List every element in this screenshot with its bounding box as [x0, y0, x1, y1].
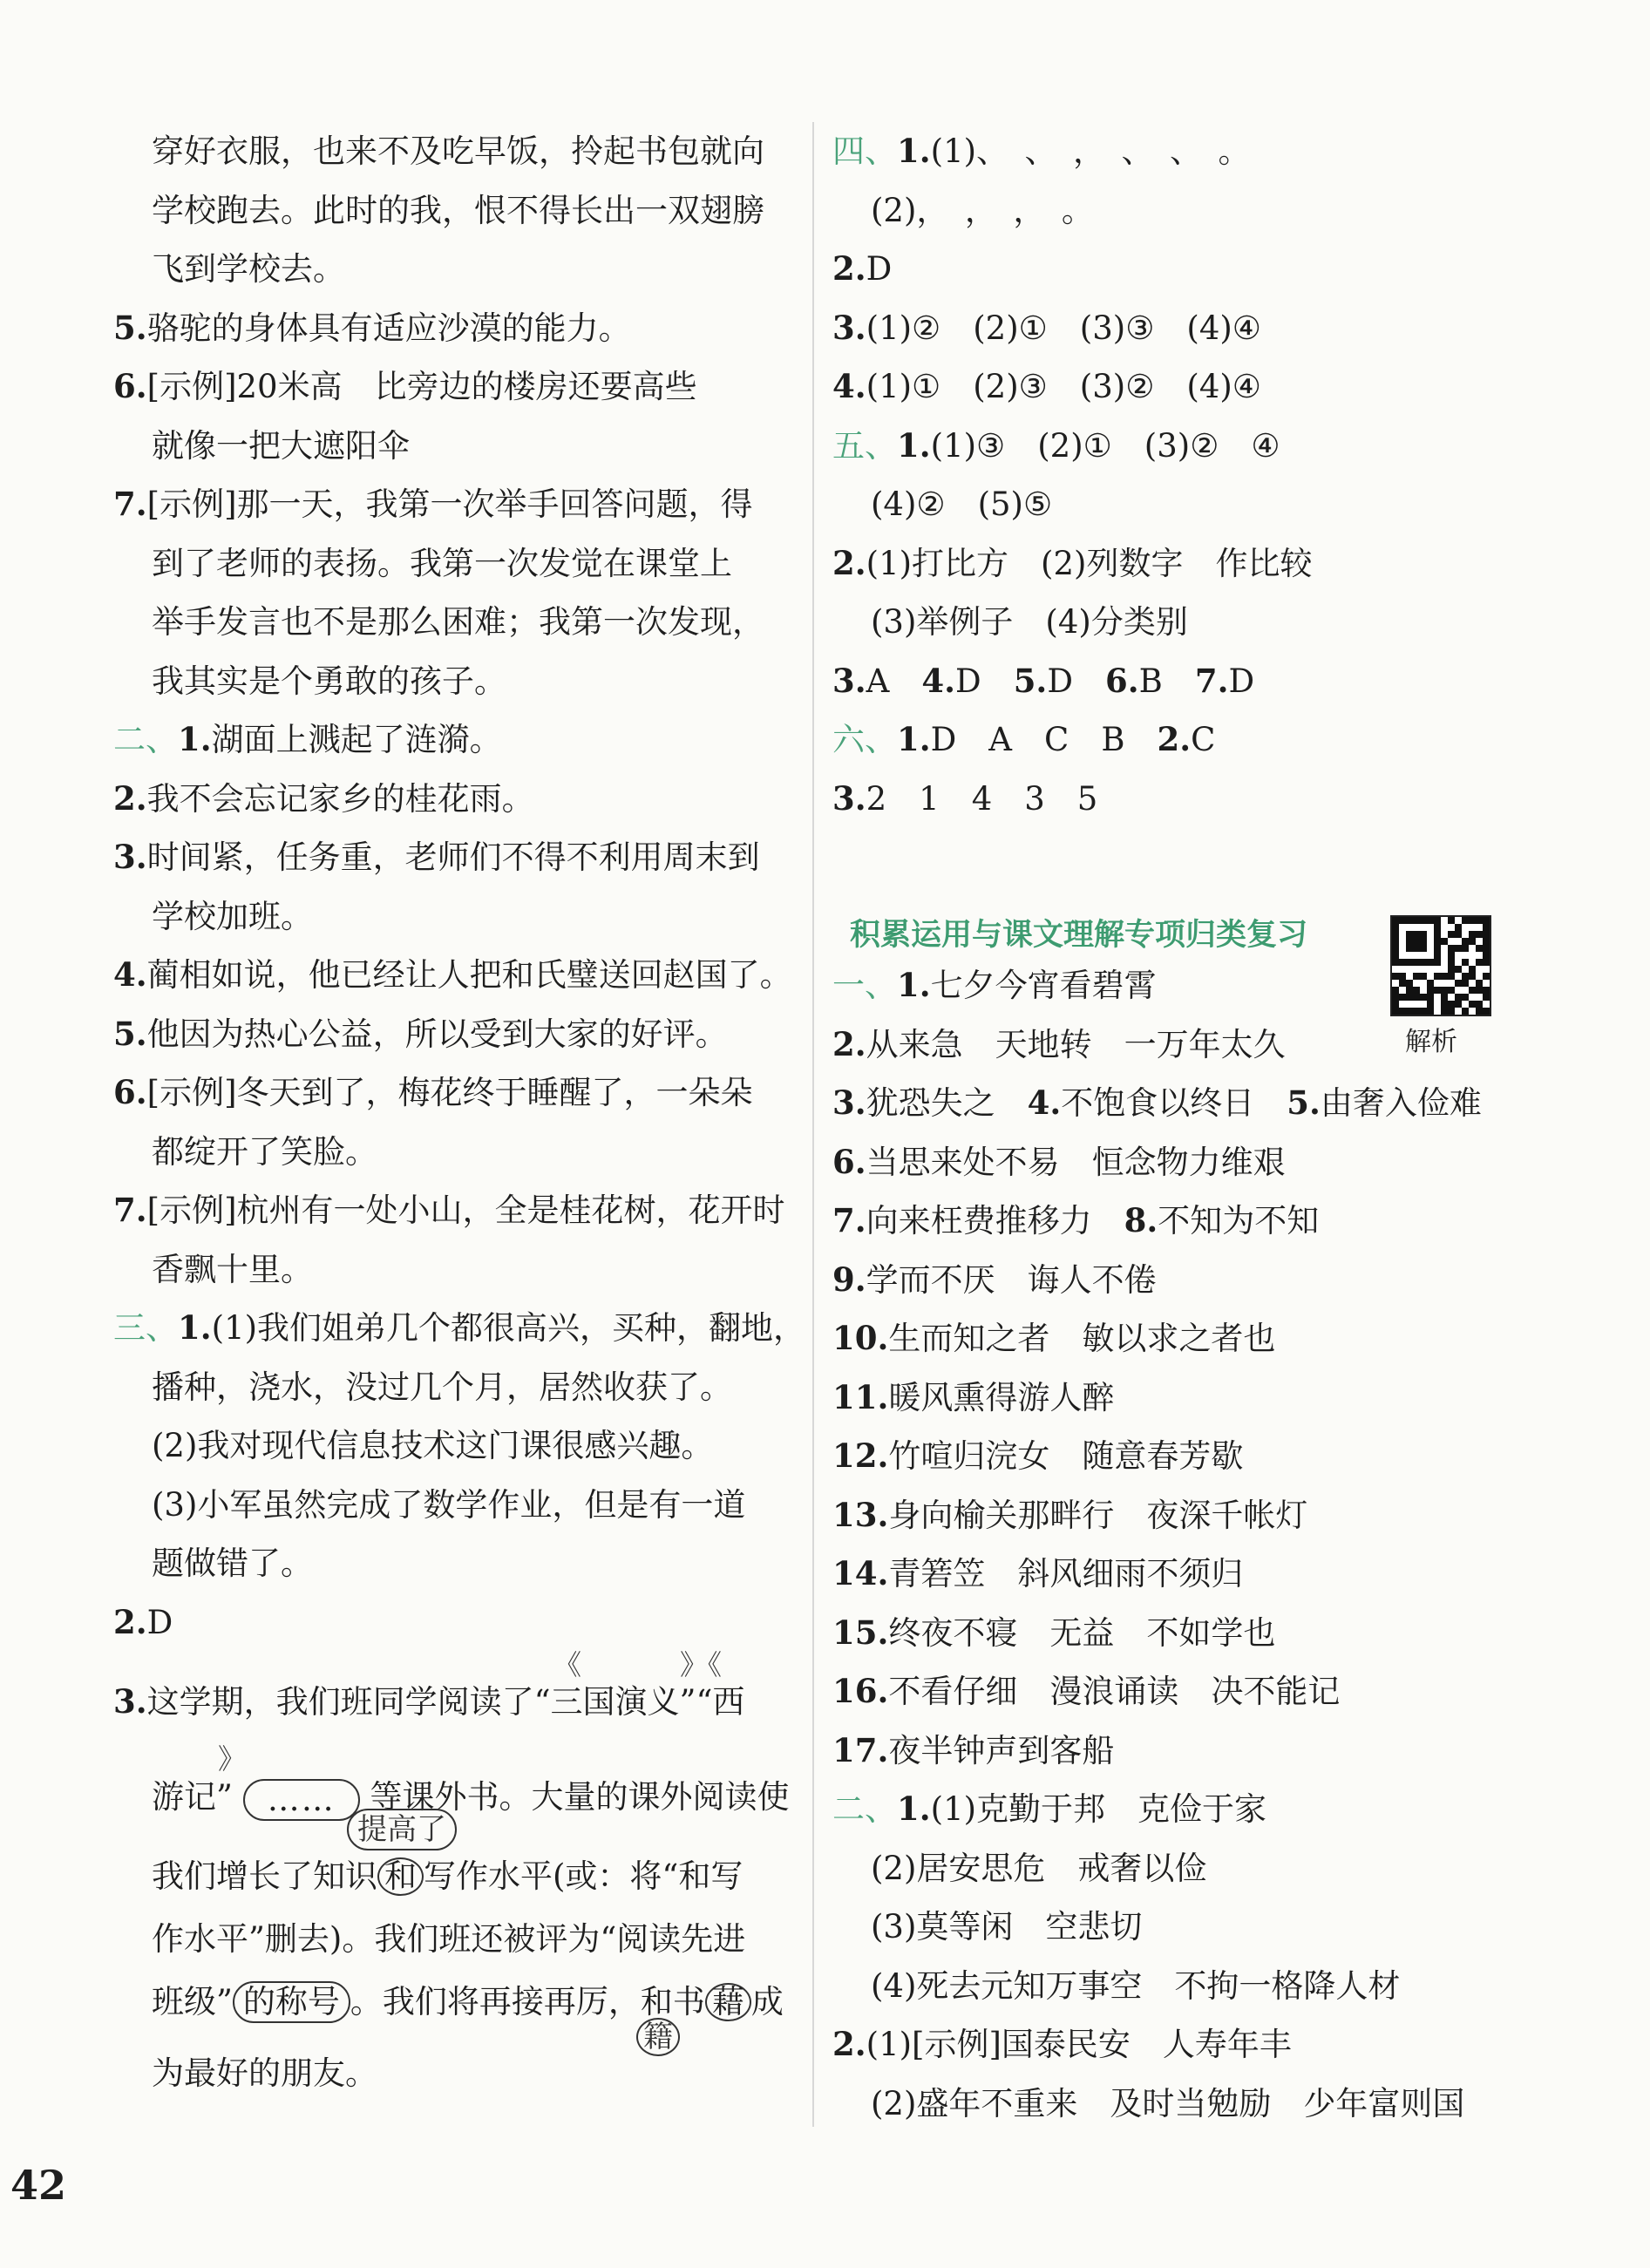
answer-line — [832, 475, 1512, 534]
item-number: 2. — [832, 249, 866, 288]
answer-text: (1)③ (2)① (3)② ④ — [930, 426, 1280, 465]
answer-text: A — [866, 662, 922, 700]
answer-line — [832, 122, 1512, 181]
answer-text: 2 1 4 3 5 — [866, 779, 1098, 818]
item-number: 2. — [113, 778, 147, 818]
answer-line — [113, 1123, 793, 1182]
answer-line — [832, 1898, 1512, 1957]
section-marker: 六、 — [832, 721, 897, 758]
answer-text: 学校加班。 — [152, 897, 313, 935]
answer-line — [113, 1534, 793, 1593]
item-number: 5. — [1287, 1083, 1321, 1122]
correction-mark: 籍 — [636, 2018, 680, 2056]
item-number: 4. — [921, 661, 956, 700]
answer-text: (3)莫等闲 空悲切 — [871, 1908, 1143, 1945]
column-divider — [812, 122, 814, 2127]
item-number: 9. — [832, 1260, 866, 1299]
item-number: 17. — [832, 1730, 889, 1769]
book-bracket-mark: 》《 — [680, 1648, 723, 1681]
answer-text: (1)[示例]国泰民安 人寿年丰 — [866, 2026, 1292, 2063]
item-number: 6. — [832, 1142, 866, 1181]
answer-text: 题做错了。 — [152, 1545, 313, 1582]
answer-line — [113, 1063, 793, 1123]
answer-line — [832, 1368, 1512, 1428]
answer-text: B — [1138, 662, 1195, 700]
answer-line — [113, 828, 793, 887]
answer-text: 就像一把大遮阳伞 — [152, 426, 410, 465]
item-number: 2. — [832, 2025, 866, 2063]
answer-text: C — [1191, 721, 1216, 758]
section-title: 积累运用与课文理解专项归类复习 — [850, 918, 1308, 953]
answer-text: (1)打比方 (2)列数字 作比较 — [866, 544, 1313, 582]
answer-text: (2)， ， ， 。 — [871, 191, 1094, 229]
answer-text: D — [1228, 662, 1255, 700]
item-number: 4. — [832, 367, 866, 405]
answer-line — [832, 1074, 1512, 1133]
answer-text: 举手发言也不是那么困难；我第一次发现， — [152, 603, 764, 641]
item-number: 2. — [113, 1602, 147, 1641]
item-number: 4. — [1027, 1083, 1062, 1122]
answer-text: 播种，浇水，没过几个月，居然收获了。 — [152, 1368, 732, 1406]
page-number: 42 — [10, 2162, 67, 2209]
answer-text: (2)盛年不重来 及时当勉励 少年富则国 — [871, 2084, 1465, 2122]
item-number: 16. — [832, 1672, 889, 1710]
q3-line-3: 我们增长了知识 和 写作水平(或：将“和写 — [152, 1857, 744, 1895]
answer-text: 由奢入俭难 — [1320, 1084, 1482, 1122]
item-number: 3. — [113, 838, 147, 876]
right-column-2 — [832, 956, 1512, 2133]
item-number: 10. — [832, 1319, 889, 1357]
item-number: 6. — [113, 367, 147, 405]
item-number: 4. — [113, 955, 147, 994]
item-number: 6. — [113, 1073, 147, 1111]
answer-text: 向来枉费推移力 — [866, 1202, 1124, 1239]
answer-text: (1)② (2)① (3)③ (4)④ — [866, 309, 1261, 347]
circled-char: 和 — [377, 1857, 424, 1896]
answer-text: 学校跑去。此时的我，恨不得长出一双翅膀 — [152, 191, 764, 229]
answer-text: D A C B — [930, 721, 1158, 758]
answer-line — [832, 240, 1512, 299]
answer-line — [113, 1240, 793, 1300]
answer-line — [113, 1416, 793, 1476]
answer-text: [示例]那一天，我第一次举手回答问题，得 — [146, 486, 753, 523]
item-number: 6. — [1105, 661, 1139, 700]
item-number: 7. — [113, 1191, 147, 1229]
answer-text: 他因为热心公益，所以受到大家的好评。 — [146, 1015, 728, 1053]
right-column — [832, 122, 1512, 828]
answer-text: 竹喧归浣女 随意春芳歇 — [888, 1437, 1244, 1475]
answer-text: [示例]冬天到了，梅花终于睡醒了，一朵朵 — [146, 1074, 753, 1111]
item-number: 2. — [832, 1024, 866, 1063]
item-number: 13. — [832, 1495, 889, 1534]
answer-line — [832, 652, 1512, 711]
section-marker: 二、 — [832, 1790, 897, 1828]
answer-line — [113, 240, 793, 299]
answer-text: D — [866, 250, 893, 288]
answer-text: 不看仔细 漫浪诵读 决不能记 — [888, 1673, 1341, 1710]
answer-text: 学而不厌 诲人不倦 — [866, 1260, 1157, 1299]
item-number: 7. — [832, 1201, 866, 1239]
item-number: 3. — [832, 308, 866, 347]
item-number: 7. — [113, 485, 147, 523]
answer-text: 湖面上溅起了涟漪。 — [211, 721, 502, 758]
answer-text: 我其实是个勇敢的孩子。 — [152, 662, 506, 700]
answer-text: 蔺相如说，他已经让人把和氏璧送回赵国了。 — [146, 956, 792, 994]
item-number: 14. — [832, 1554, 889, 1592]
left-column — [113, 122, 806, 1652]
answer-text: 骆驼的身体具有适应沙漠的能力。 — [146, 309, 631, 347]
answer-line — [113, 946, 793, 1005]
answer-text: 七夕今宵看碧霄 — [930, 967, 1157, 1004]
answer-line — [113, 299, 793, 358]
answer-line — [832, 299, 1512, 358]
answer-line — [832, 1251, 1512, 1310]
answer-line — [832, 1957, 1512, 2016]
item-number: 8. — [1124, 1201, 1158, 1239]
q3-line-4: 作水平”删去)。我们班还被评为“阅读先进 — [152, 1920, 746, 1958]
item-number: 2. — [1157, 720, 1192, 758]
answer-line — [113, 357, 793, 417]
answer-text: 身向榆关那畔行 夜深千帐灯 — [888, 1496, 1308, 1534]
answer-line — [113, 181, 793, 241]
answer-line — [113, 1005, 793, 1064]
book-bracket-mark: 《 — [553, 1648, 582, 1681]
answer-line — [832, 1721, 1512, 1781]
item-number: 12. — [832, 1436, 889, 1475]
section-marker: 二、 — [113, 721, 178, 758]
item-number: 5. — [113, 308, 147, 347]
answer-line — [113, 770, 793, 829]
answer-text: 当思来处不易 恒念物力维艰 — [866, 1143, 1286, 1181]
answer-text: 暖风熏得游人醉 — [888, 1378, 1115, 1416]
item-number: 1. — [897, 1789, 931, 1828]
item-number: 5. — [113, 1014, 147, 1053]
answer-line — [113, 1358, 793, 1417]
answer-line — [113, 417, 793, 476]
answer-line — [832, 1427, 1512, 1486]
answer-text: 犹恐失之 — [866, 1084, 1028, 1122]
circled-char: 藉 — [705, 1983, 751, 2021]
answer-text: 从来急 天地转 一万年太久 — [866, 1025, 1286, 1063]
answer-line — [113, 475, 793, 534]
q3-line-1: 3.这学期，我们班同学阅读了“三国演义”“西 《 》《 — [113, 1653, 793, 1749]
answer-line — [113, 652, 793, 711]
answer-line — [113, 534, 793, 594]
insertion-mark: 提高了 — [347, 1809, 457, 1850]
marked-phrase: 的称号 — [233, 1981, 350, 2023]
answer-text: 时间紧，任务重，老师们不得不利用周末到 — [146, 839, 760, 876]
answer-line — [832, 1133, 1512, 1192]
answer-line — [832, 1662, 1512, 1721]
q3-line-2: 游记” …… 等课外书。大量的课外阅读使 》 提高了 — [113, 1749, 793, 1845]
answer-line — [113, 122, 793, 181]
answer-text: (2)居安思危 戒奢以俭 — [871, 1849, 1207, 1887]
item-number: 1. — [178, 1308, 212, 1347]
answer-line — [832, 2015, 1512, 2074]
answer-line — [832, 1604, 1512, 1663]
item-number: 1. — [897, 720, 931, 758]
answer-text: 香飘十里。 — [152, 1250, 313, 1288]
answer-text: D — [146, 1603, 173, 1641]
answer-line — [832, 2074, 1512, 2134]
item-number: 1. — [178, 720, 212, 758]
answer-line — [832, 1486, 1512, 1545]
answer-text: 到了老师的表扬。我第一次发觉在课堂上 — [152, 544, 732, 582]
item-number: 2. — [832, 543, 866, 582]
answer-text: 生而知之者 敏以求之者也 — [888, 1320, 1276, 1357]
deletion-mark: …… — [243, 1779, 360, 1821]
answer-text: D — [1047, 662, 1105, 700]
qr-label: 解析 — [1405, 1027, 1457, 1057]
answer-line — [832, 710, 1512, 770]
answer-line — [832, 1192, 1512, 1251]
answer-text: (3)举例子 (4)分类别 — [871, 603, 1188, 641]
answer-line — [832, 534, 1512, 594]
answer-text: (2)我对现代信息技术这门课很感兴趣。 — [152, 1427, 714, 1464]
item-number: 1. — [897, 966, 931, 1004]
item-number: 11. — [832, 1377, 889, 1416]
q3-line-6: 为最好的朋友。 — [152, 2054, 377, 2092]
book-bracket-mark: 》 — [218, 1742, 247, 1776]
answer-line — [832, 1309, 1512, 1368]
item-number: 5. — [1013, 661, 1048, 700]
answer-text: 飞到学校去。 — [152, 250, 345, 288]
section-marker: 四、 — [832, 132, 897, 170]
answer-text: 都绽开了笑脸。 — [152, 1132, 377, 1171]
answer-text: (3)小军虽然完成了数学作业，但是有一道 — [152, 1485, 746, 1524]
answer-text: (4)死去元知万事空 不拘一格降人材 — [871, 1966, 1401, 2005]
answer-line — [832, 956, 1512, 1015]
answer-text: 夜半钟声到客船 — [888, 1731, 1115, 1769]
answer-text: D — [955, 662, 1014, 700]
answer-text: (1)① (2)③ (3)② (4)④ — [866, 368, 1261, 405]
item-number: 3. — [832, 661, 866, 700]
item-number: 1. — [897, 132, 931, 170]
answer-line — [832, 770, 1512, 829]
answer-text: (1)、 、 ， 、 、 。 — [930, 132, 1251, 170]
answer-text: (1)我们姐弟几个都很高兴，买种，翻地， — [211, 1309, 806, 1347]
answer-line — [113, 593, 793, 652]
answer-line — [832, 1545, 1512, 1604]
answer-text: [示例]20米高 比旁边的楼房还要高些 — [146, 368, 697, 405]
item-number: 15. — [832, 1613, 889, 1652]
item-number: 7. — [1194, 661, 1229, 700]
item-number: 3. — [832, 778, 866, 818]
answer-line — [832, 1839, 1512, 1898]
q3-line-5: 班级” 的称号 。我们将再接再厉，和书 藉 成 籍 — [152, 1983, 784, 2054]
answer-text: 穿好衣服，也来不及吃早饭，拎起书包就向 — [152, 132, 764, 170]
section-marker: 五、 — [832, 426, 897, 465]
answer-line — [113, 887, 793, 947]
answer-text: 终夜不寝 无益 不如学也 — [888, 1613, 1276, 1652]
answer-text: (4)② (5)⑤ — [871, 486, 1053, 523]
item-number: 3. — [832, 1083, 866, 1122]
answer-text: [示例]杭州有一处小山，全是桂花树，花开时 — [146, 1192, 785, 1229]
section-marker: 一、 — [832, 967, 897, 1004]
answer-line — [113, 1181, 793, 1240]
answer-text: (1)克勤于邦 克俭于家 — [930, 1790, 1267, 1828]
answer-line — [113, 1299, 806, 1358]
item-number: 1. — [897, 425, 931, 465]
answer-text: 我不会忘记家乡的桂花雨。 — [146, 779, 534, 818]
answer-text: 青箬笠 斜风细雨不须归 — [888, 1555, 1244, 1592]
answer-line — [832, 181, 1512, 241]
answer-line — [113, 1476, 793, 1535]
answer-line — [832, 417, 1512, 476]
answer-line — [832, 357, 1512, 417]
left-q3-block — [113, 1648, 793, 2105]
section-marker: 三、 — [113, 1309, 178, 1347]
answer-line — [113, 710, 793, 770]
answer-line — [832, 593, 1512, 652]
answer-line — [832, 1015, 1512, 1075]
answer-text: 不知为不知 — [1158, 1202, 1320, 1239]
answer-line — [832, 1780, 1512, 1839]
answer-text: 不饱食以终日 — [1061, 1084, 1287, 1122]
